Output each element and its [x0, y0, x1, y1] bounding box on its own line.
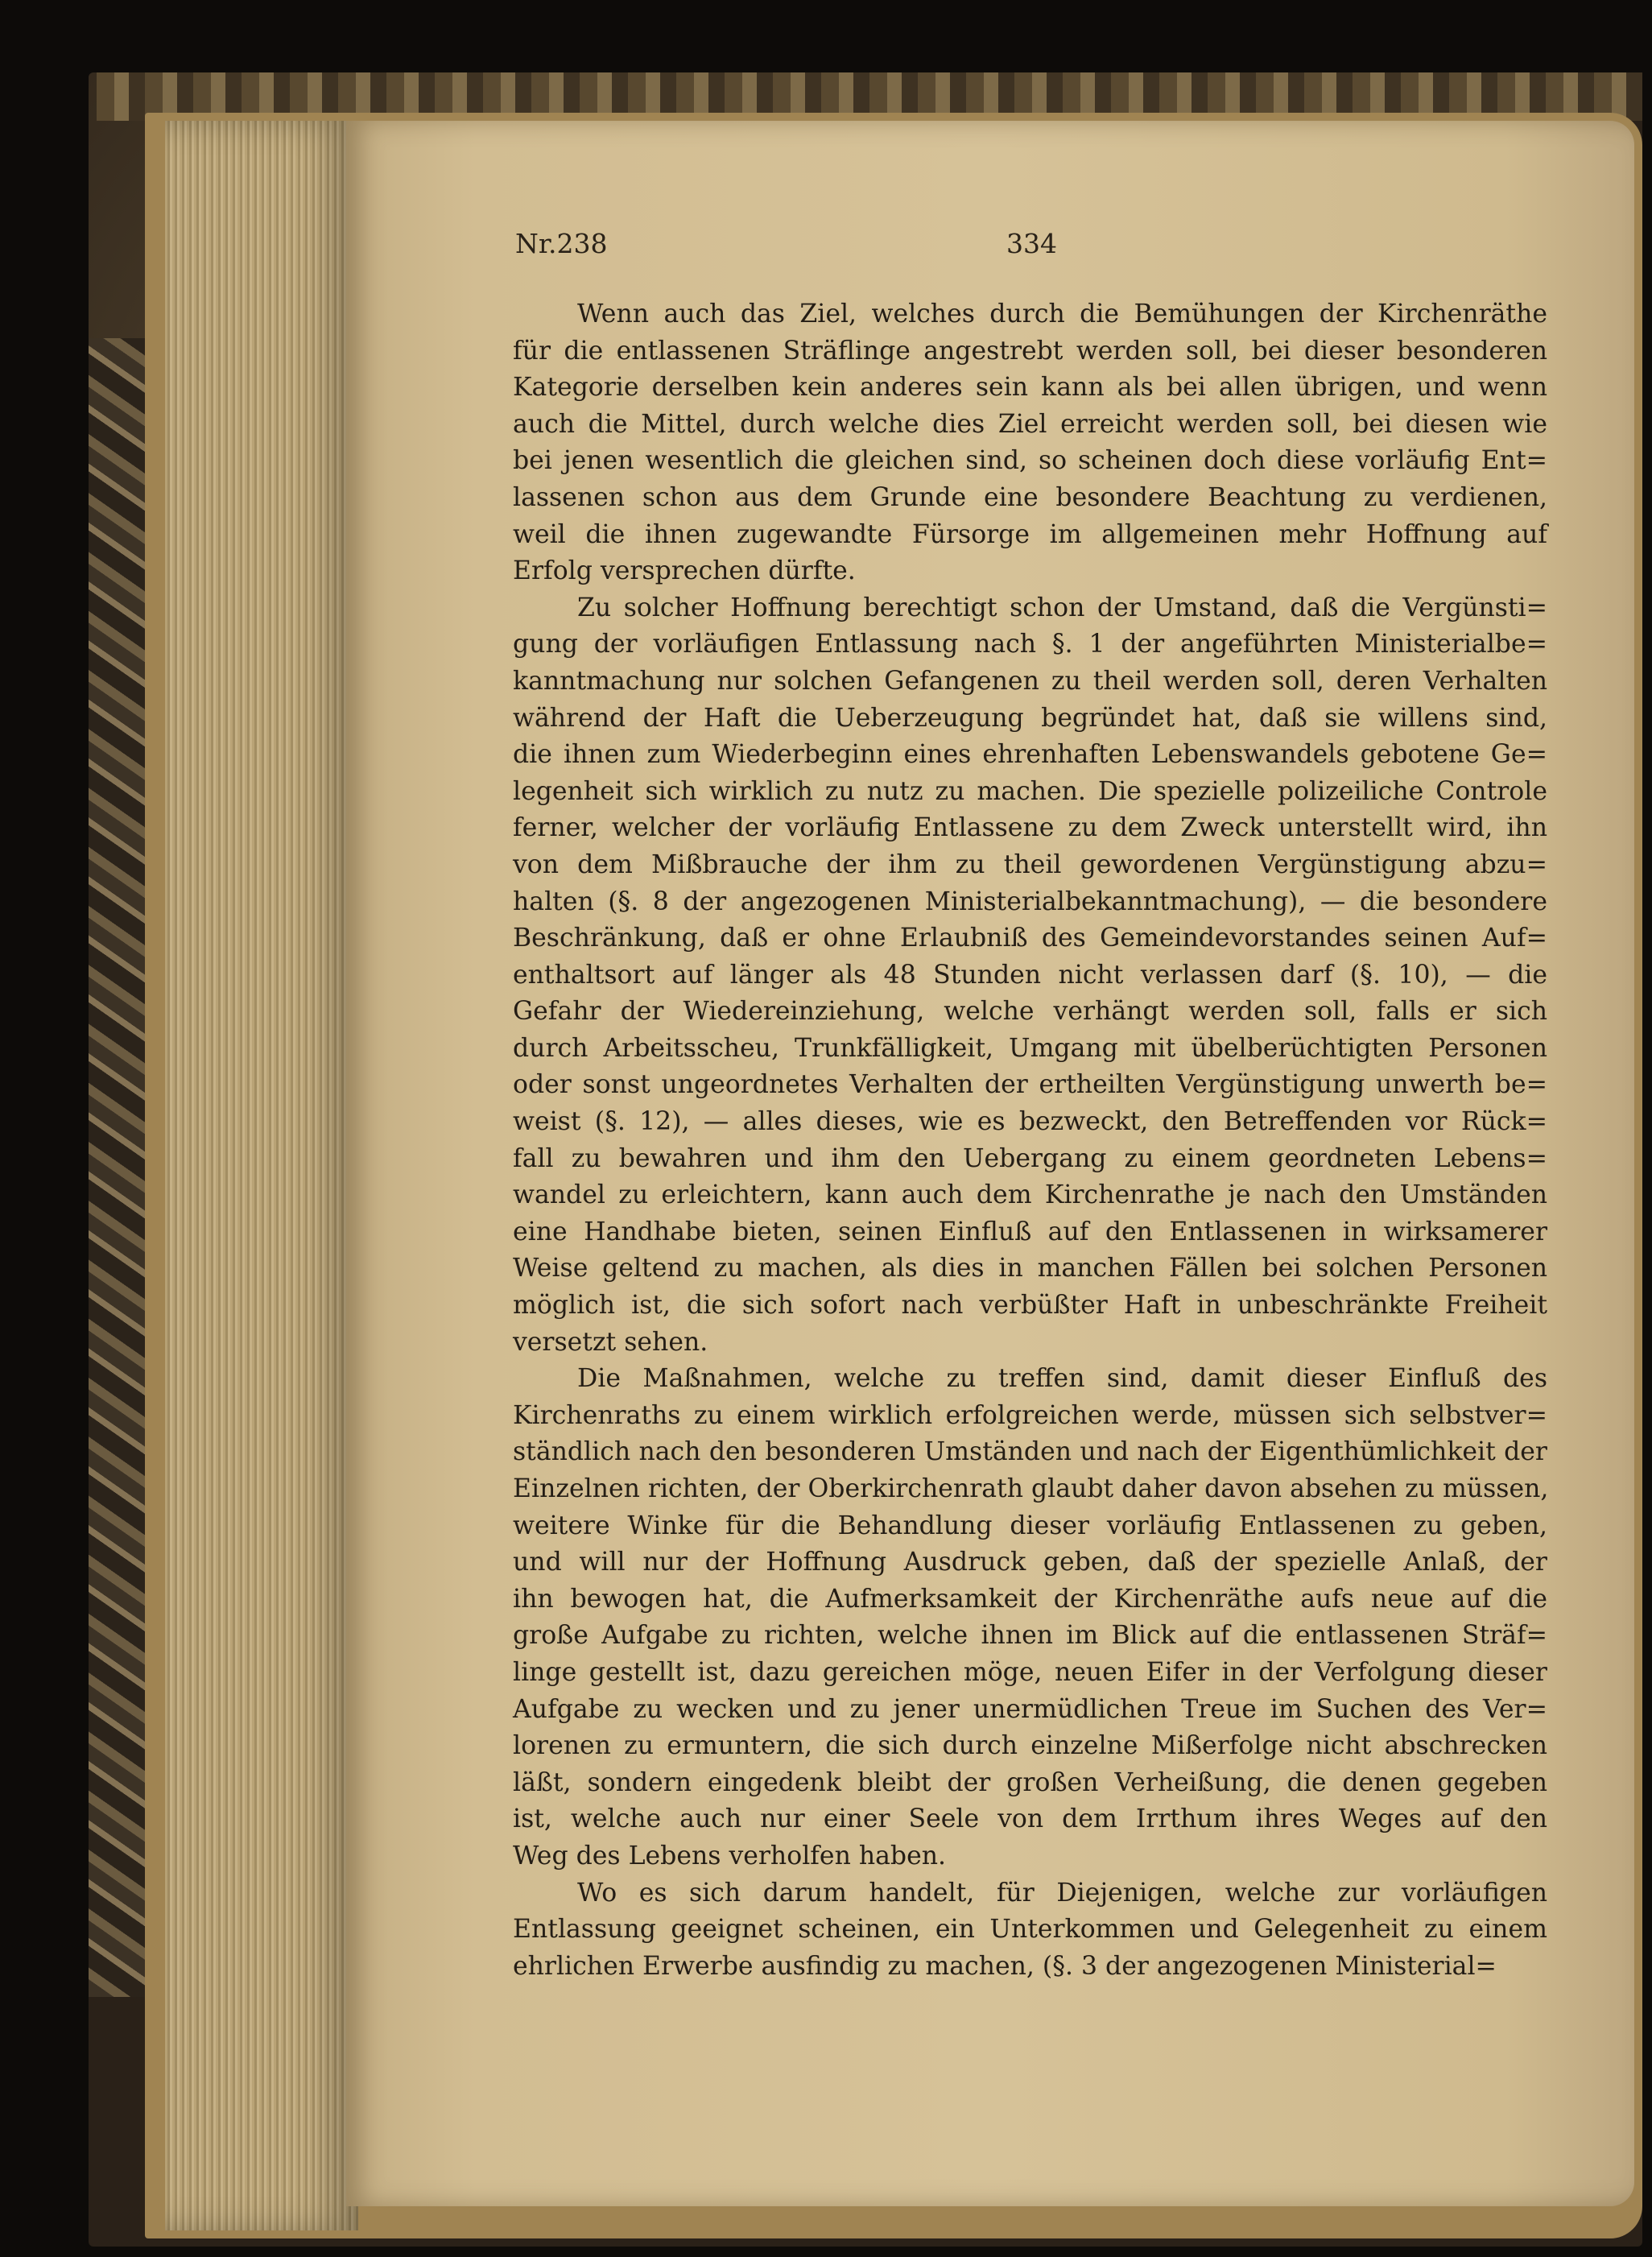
text-line: von dem Mißbrauche der ihm zu theil gewordenen Vergünstigung abzu=: [513, 849, 1547, 879]
text-line: Beschränkung, daß er ohne Erlaubniß des Gemeindevorstandes seinen Auf=: [513, 924, 1547, 953]
text-line: weitere Winke für die Behandlung dieser vorläufig Entlassenen zu geben,: [513, 1511, 1547, 1540]
text-line: eine Handhabe bieten, seinen Einfluß auf den Entlassenen in wirksamerer: [513, 1217, 1547, 1246]
text-line: halten (§. 8 der angezogenen Ministerialbekanntmachung), — die besondere: [513, 887, 1547, 916]
text-line: durch Arbeitsscheu, Trunkfälligkeit, Umgang mit übelberüchtigten Personen: [513, 1033, 1547, 1063]
text-line: auch die Mittel, durch welche dies Ziel erreicht werden soll, bei diesen wie: [513, 409, 1547, 439]
text-line: Wenn auch das Ziel, welches durch die Bemühungen der Kirchenräthe: [577, 300, 1547, 329]
text-line: gung der vorläufigen Entlassung nach §. 1 der angeführten Ministerialbe=: [513, 630, 1547, 659]
paragraph: [513, 1361, 1547, 1875]
text-line: Die Maßnahmen, welche zu treffen sind, damit dieser Einfluß des: [577, 1364, 1547, 1394]
text-line: Weg des Lebens verholfen haben.: [513, 1841, 947, 1870]
text-line: oder sonst ungeordnetes Verhalten der ertheilten Vergünstigung unwerth be=: [513, 1070, 1547, 1100]
text-line: Wo es sich darum handelt, für Diejenigen, welche zur vorläufigen: [577, 1878, 1547, 1908]
paragraph: [513, 296, 1547, 590]
text-line: enthaltsort auf länger als 48 Stunden nicht verlassen darf (§. 10), — die: [513, 960, 1547, 990]
text-line: Weise geltend zu machen, als dies in manchen Fällen bei solchen Personen: [513, 1254, 1547, 1284]
paragraph: [513, 1875, 1547, 1986]
text-line: weil die ihnen zugewandte Fürsorge im allgemeinen mehr Hoffnung auf: [513, 519, 1547, 549]
text-line: ihn bewogen hat, die Aufmerksamkeit der Kirchenräthe aufs neue auf die: [513, 1584, 1547, 1614]
document-number: Nr.238: [515, 228, 608, 259]
text-line: Einzelnen richten, der Oberkirchenrath glaubt daher davon absehen zu müssen,: [513, 1474, 1549, 1503]
text-line: läßt, sondern eingedenk bleibt der großen Verheißung, die denen gegeben: [513, 1767, 1547, 1797]
text-line: Entlassung geeignet scheinen, ein Unterkommen und Gelegenheit zu einem: [513, 1915, 1547, 1945]
text-line: möglich ist, die sich sofort nach verbüßter Haft in unbeschränkte Freiheit: [513, 1291, 1547, 1321]
text-line: bei jenen wesentlich die gleichen sind, so scheinen doch diese vorläufig Ent=: [513, 446, 1547, 476]
text-line: versetzt sehen.: [513, 1327, 708, 1357]
text-line: ferner, welcher der vorläufig Entlassene zu dem Zweck unterstellt wird, ihn: [513, 813, 1547, 843]
text-line: die ihnen zum Wiederbeginn eines ehrenhaften Lebenswandels gebotene Ge=: [513, 740, 1547, 770]
text-line: wandel zu erleichtern, kann auch dem Kirchenrathe je nach den Umständen: [513, 1180, 1547, 1210]
text-line: lassenen schon aus dem Grunde eine besondere Beachtung zu verdienen,: [513, 482, 1547, 512]
text-line: während der Haft die Ueberzeugung begründet hat, daß sie willens sind,: [513, 703, 1547, 733]
text-line: Kirchenraths zu einem wirklich erfolgreichen werde, müssen sich selbstver=: [513, 1400, 1547, 1430]
page-number: 334: [1006, 228, 1057, 259]
text-line: ständlich nach den besonderen Umständen und nach der Eigenthümlichkeit der: [513, 1437, 1547, 1467]
text-line: Erfolg versprechen dürfte.: [513, 556, 856, 586]
text-line: ist, welche auch nur einer Seele von dem Irrthum ihres Weges auf den: [513, 1804, 1547, 1834]
page-header: [515, 228, 1554, 268]
text-line: lorenen zu ermuntern, die sich durch einzelne Mißerfolge nicht abschrecken: [513, 1731, 1547, 1761]
text-line: für die entlassenen Sträflinge angestrebt werden soll, bei dieser besonderen: [513, 336, 1547, 366]
text-line: und will nur der Hoffnung Ausdruck geben, daß der spezielle Anlaß, der: [513, 1548, 1547, 1577]
text-line: ehrlichen Erwerbe ausfindig zu machen, (§. 3 der angezogenen Ministerial=: [513, 1951, 1497, 1981]
body-text: [513, 296, 1547, 1985]
paragraph: [513, 590, 1547, 1361]
text-line: Kategorie derselben kein anderes sein kann als bei allen übrigen, und wenn: [513, 373, 1547, 403]
text-line: Zu solcher Hoffnung berechtigt schon der Umstand, daß die Vergünsti=: [577, 593, 1547, 622]
text-line: Aufgabe zu wecken und zu jener unermüdlichen Treue im Suchen des Ver=: [513, 1694, 1547, 1724]
text-line: linge gestellt ist, dazu gereichen möge, neuen Eifer in der Verfolgung dieser: [513, 1657, 1547, 1687]
page-stack-edges: [165, 121, 358, 2230]
text-line: kanntmachung nur solchen Gefangenen zu theil werden soll, deren Verhalten: [513, 666, 1547, 696]
text-line: fall zu bewahren und ihm den Uebergang zu einem geordneten Lebens=: [513, 1143, 1547, 1173]
text-line: weist (§. 12), — alles dieses, wie es bezweckt, den Betreffenden vor Rück=: [513, 1107, 1547, 1137]
text-line: große Aufgabe zu richten, welche ihnen im Blick auf die entlassenen Sträf=: [513, 1621, 1547, 1651]
text-line: Gefahr der Wiedereinziehung, welche verhängt werden soll, falls er sich: [513, 997, 1547, 1027]
text-line: legenheit sich wirklich zu nutz zu machen. Die spezielle polizeiliche Controle: [513, 776, 1547, 806]
